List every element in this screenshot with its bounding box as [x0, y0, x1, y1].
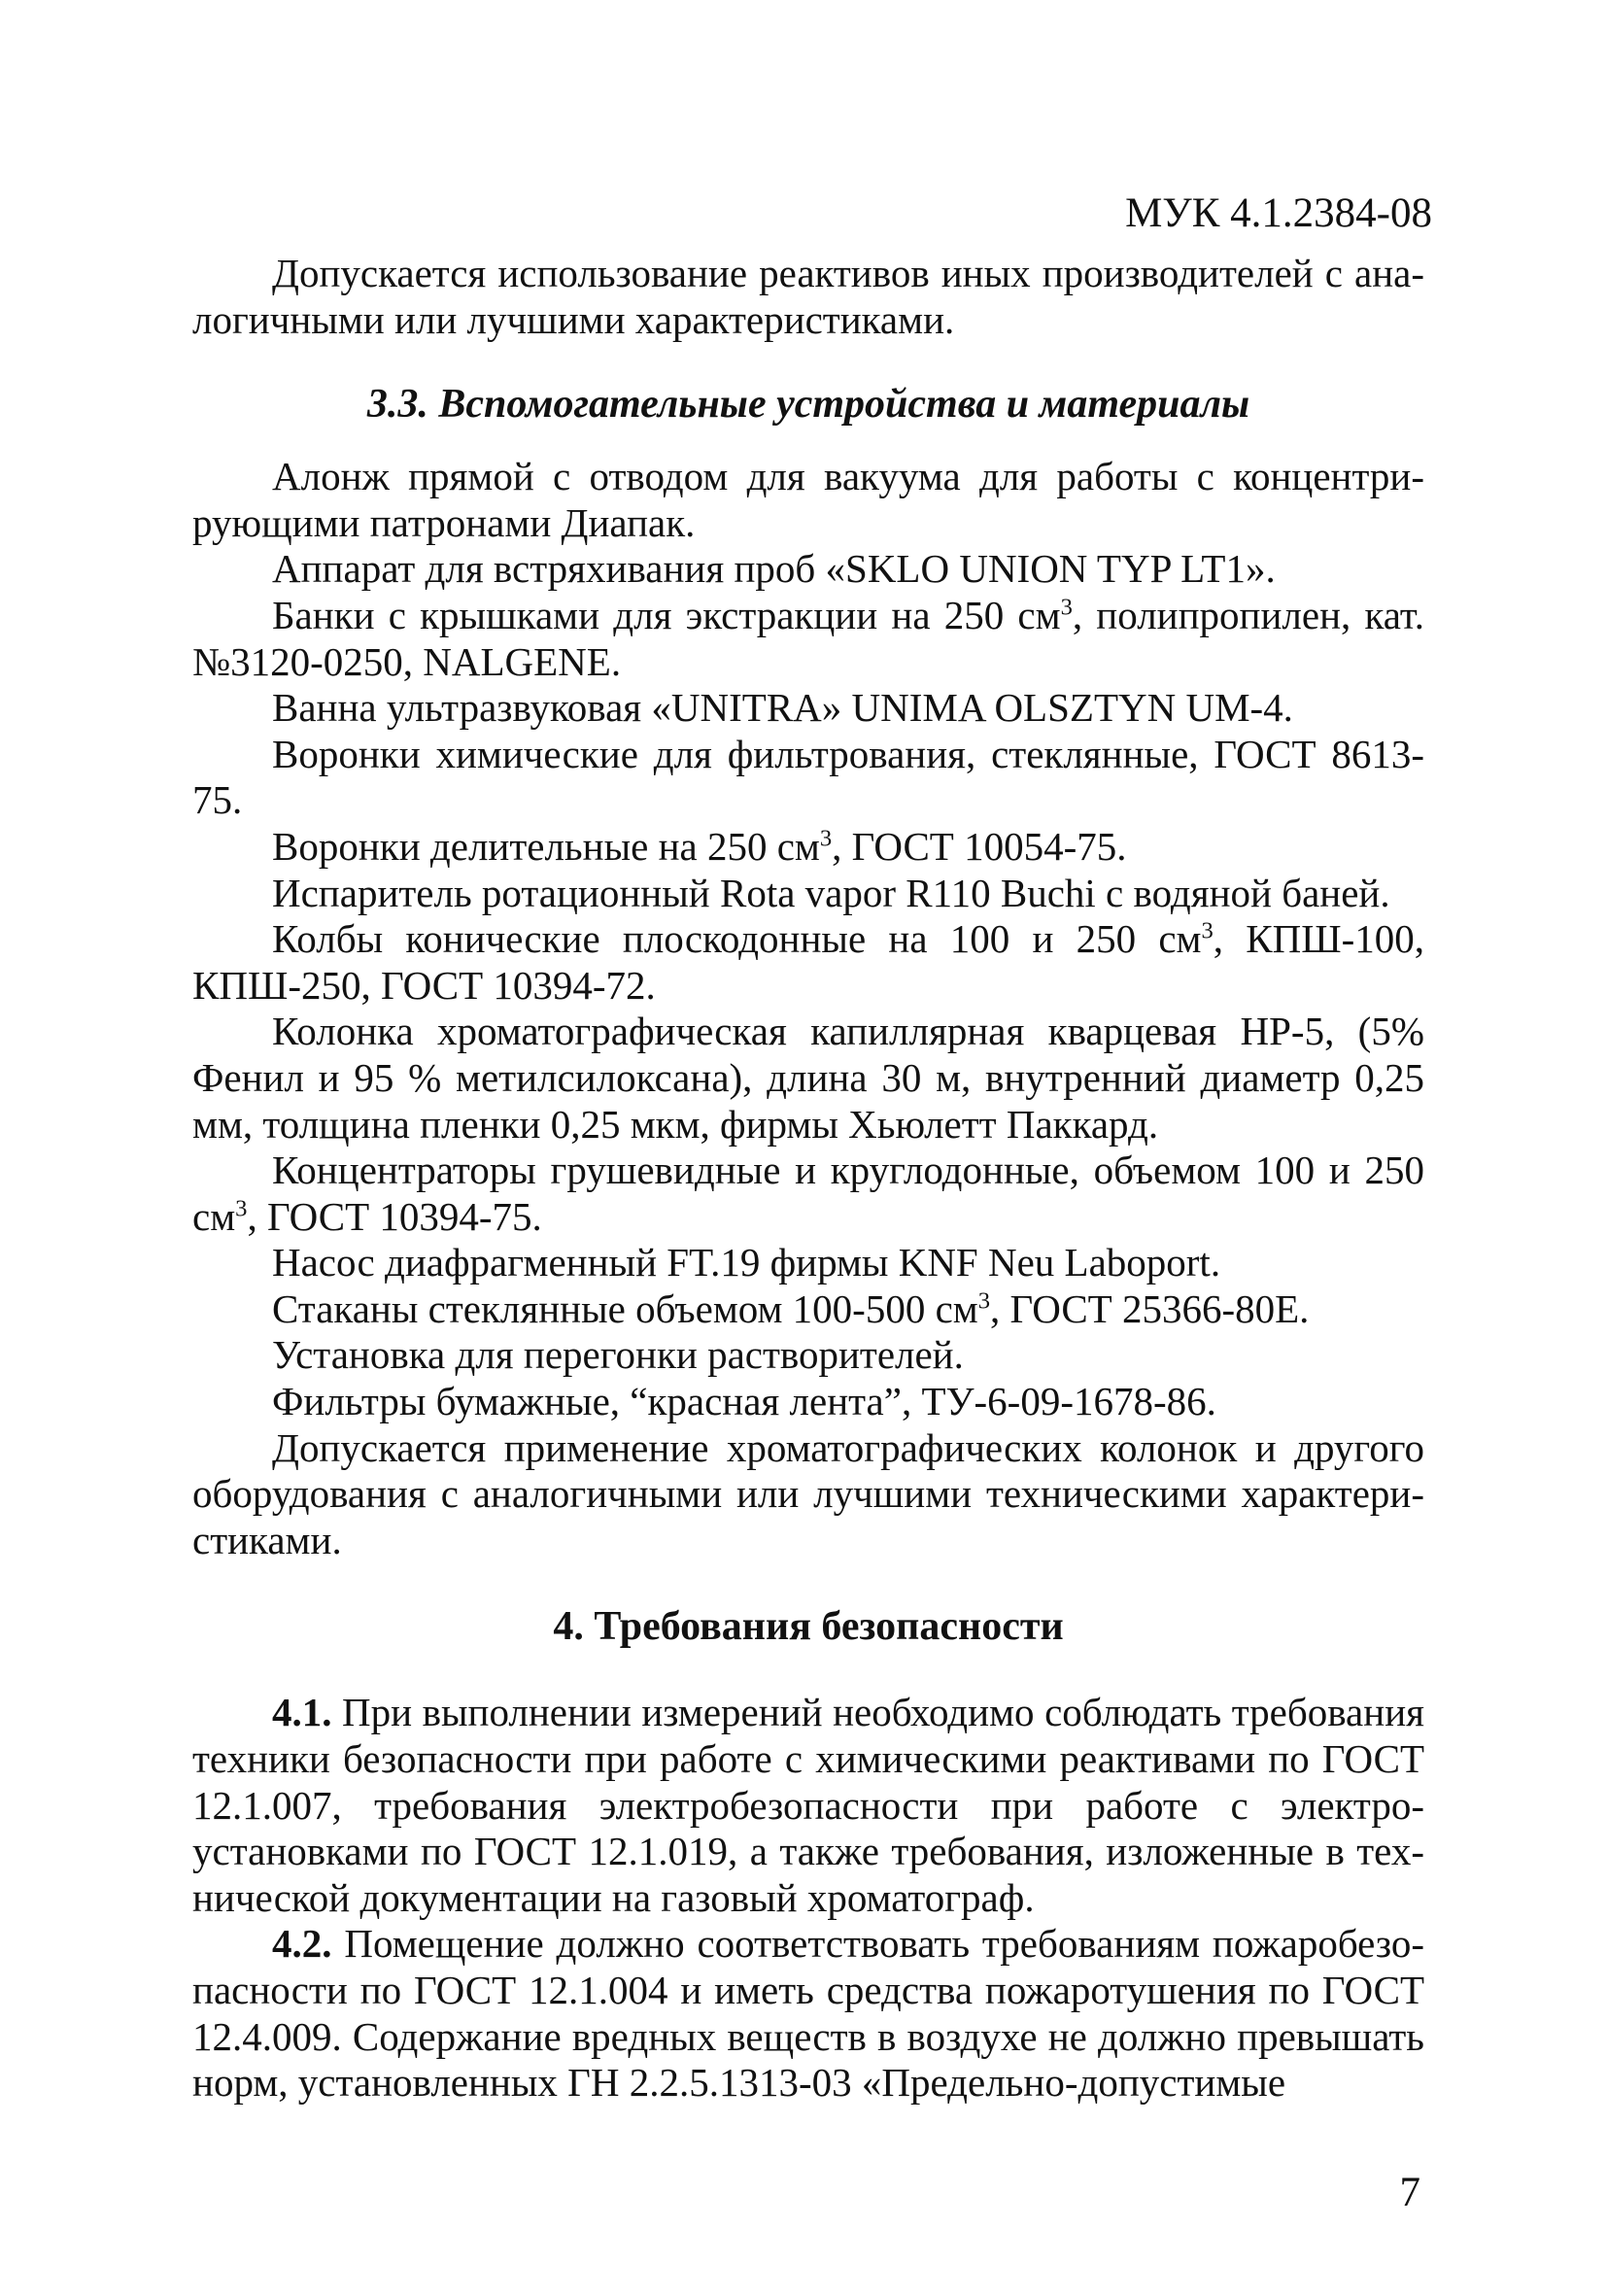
- paragraph-number: 4.2.: [272, 1921, 332, 1967]
- list-item: Алонж прямой с отводом для вакуума для работы с концентрирующими патронами Диапак.: [192, 454, 1424, 545]
- list-item: Стаканы стеклянные объемом 100-500 $см^3$, ГОСТ 25366-80Е.: [272, 1285, 1310, 1331]
- list-item: Допускается применение хроматографических колонок и другого оборудования с аналогичными или лучшими техническими характеристиками.: [192, 1424, 1424, 1562]
- list-item: Фильтры бумажные, “красная лента”, ТУ-6-09-1678-86.: [272, 1379, 1216, 1424]
- list-item: Насос диафрагменный FT.19 фирмы KNF Neu Laboport.: [272, 1240, 1221, 1285]
- list-item: Установка для перегонки растворителей.: [272, 1332, 964, 1378]
- page-number: 7: [1399, 2170, 1420, 2215]
- section-4-title: 4. Требования безопасности: [553, 1604, 1064, 1650]
- list-item: Колонка хроматографическая капиллярная кварцевая HP-5, (5% Фенил и 95 % метилсилоксана), длина 30 м, внутренний диаметр 0,25 мм, толщина пленки 0,25 мкм, фирмы Хьюлетт Паккард.: [192, 1009, 1424, 1147]
- list-item: Аппарат для встряхивания проб «SKLO UNION TYP LT1».: [272, 546, 1276, 592]
- list-item: Воронки химические для фильтрования, стеклянные, ГОСТ 8613-75.: [192, 731, 1424, 823]
- list-item: Испаритель ротационный Rota vapor R110 Buchi с водяной баней.: [272, 870, 1390, 915]
- list-item: Колбы конические плоскодонные на 100 и 250 $см^3$, КПШ-100, КПШ-250, ГОСТ 10394-72.: [192, 916, 1424, 1008]
- intro-paragraph: Допускается использование реактивов иных производителей с аналогичными или лучшими характеристиками.: [192, 251, 1424, 342]
- document-code: МУК 4.1.2384-08: [1125, 190, 1432, 236]
- section-3-3-title: 3.3. Вспомогательные устройства и материалы: [366, 382, 1250, 428]
- paragraph-number: 4.1.: [272, 1690, 332, 1735]
- paragraph-4-2: 4.2. Помещение должно соответствовать требованиям пожаробезопасности по ГОСТ 12.1.004 и иметь средства пожаротушения по ГОСТ 12.4.009. Содержание вредных веществ в воздухе не должно превышать норм, установленных ГН 2.2.5.1313-03 «Предельно-допустимые: [192, 1921, 1424, 2106]
- paragraph-4-1: 4.1. При выполнении измерений необходимо соблюдать требования техники безопасности при работе с химическими реактивами по ГОСТ 12.1.007, требования электробезопасности при работе с электроустановками по ГОСТ 12.1.019, а также требования, изложенные в технической документации на газовый хроматограф.: [192, 1690, 1424, 1920]
- list-item: Ванна ультразвуковая «UNITRA» UNIMA OLSZTYN UM-4.: [272, 685, 1293, 731]
- page-content: [192, 251, 1424, 2107]
- list-item: Концентраторы грушевидные и круглодонные, объемом 100 и 250 $см^3$, ГОСТ 10394-75.: [192, 1148, 1424, 1239]
- list-item: Воронки делительные на 250 $см^3$, ГОСТ 10054-75.: [272, 823, 1127, 869]
- list-item: Банки с крышками для экстракции на 250 $см^3$, полипропилен, кат. №3120-0250, NALGENE.: [192, 592, 1424, 684]
